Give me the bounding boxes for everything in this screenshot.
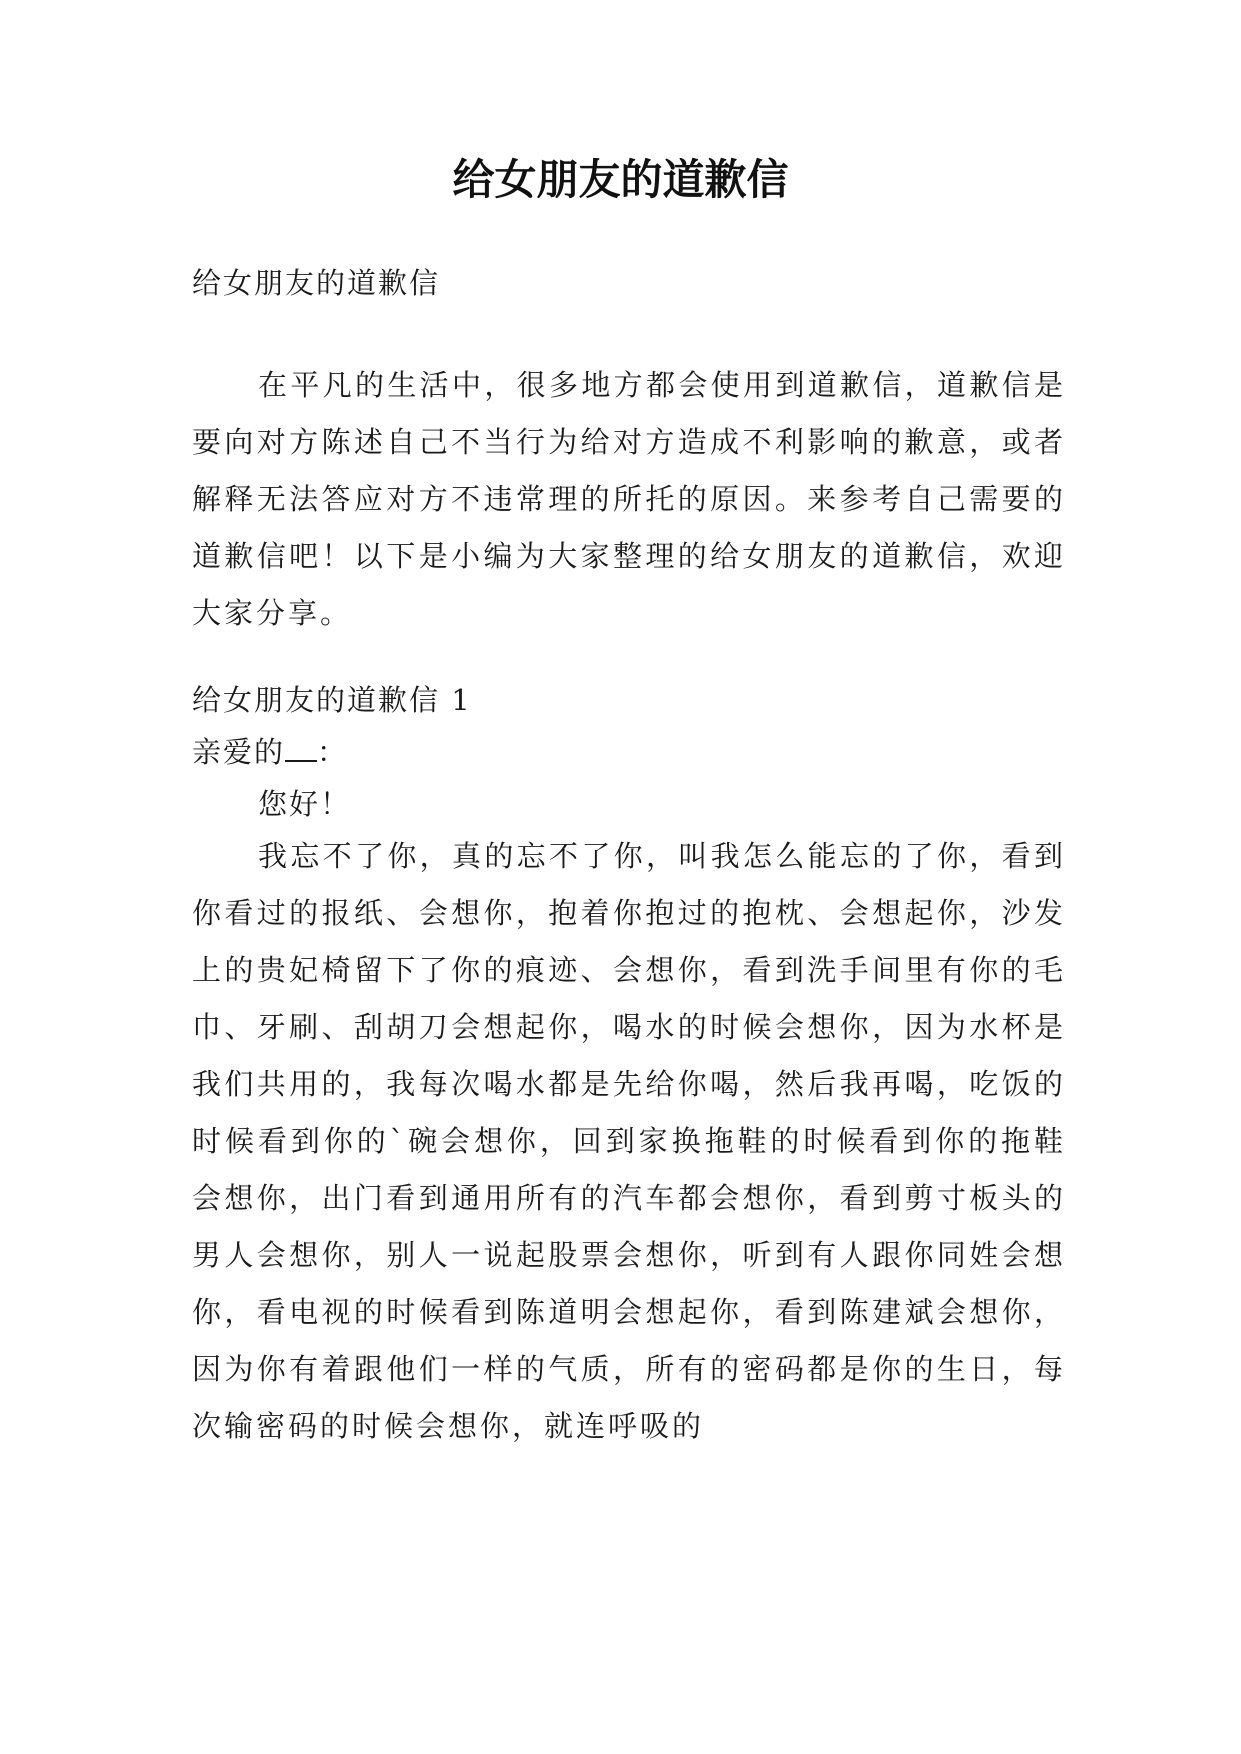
- salutation-suffix: ：: [317, 735, 349, 769]
- body-paragraph: 我忘不了你，真的忘不了你，叫我怎么能忘的了你，看到你看过的报纸、会想你，抱着你抱过的抱枕、会想起你，沙发上的贵妃椅留下了你的痕迹、会想你，看到洗手间里有你的毛巾、牙刷、刮胡刀会想起你，喝水的时候会想你，因为水杯是我们共用的，我每次喝水都是先给你喝，然后我再喝，吃饭的时候看到你的`碗会想你，回到家换拖鞋的时候看到你的拖鞋会想你，出门看到通用所有的汽车都会想你，看到剪寸板头的男人会想你，别人一说起股票会想你，听到有人跟你同姓会想你，看电视的时候看到陈道明会想起你，看到陈建斌会想你，因为你有着跟他们一样的气质，所有的密码都是你的生日，每次输密码的时候会想你，就连呼吸的: [192, 839, 1066, 1443]
- document-subtitle: 给女朋友的道歉信: [192, 266, 441, 300]
- intro-paragraph: 在平凡的生活中，很多地方都会使用到道歉信，道歉信是要向对方陈述自己不当行为给对方造成不利影响的歉意，或者解释无法答应对方不违常理的所托的原因。来参考自己需要的道歉信吧！以下是小编为大家整理的给女朋友的道歉信，欢迎大家分享。: [192, 368, 1066, 630]
- salutation-prefix: 亲爱的: [192, 735, 286, 769]
- greeting: 您好！: [258, 787, 352, 821]
- recipient-blank: [285, 734, 317, 762]
- section-heading: 给女朋友的道歉信 1: [192, 683, 472, 717]
- document-title: 给女朋友的道歉信: [452, 155, 789, 204]
- salutation: [192, 732, 1072, 772]
